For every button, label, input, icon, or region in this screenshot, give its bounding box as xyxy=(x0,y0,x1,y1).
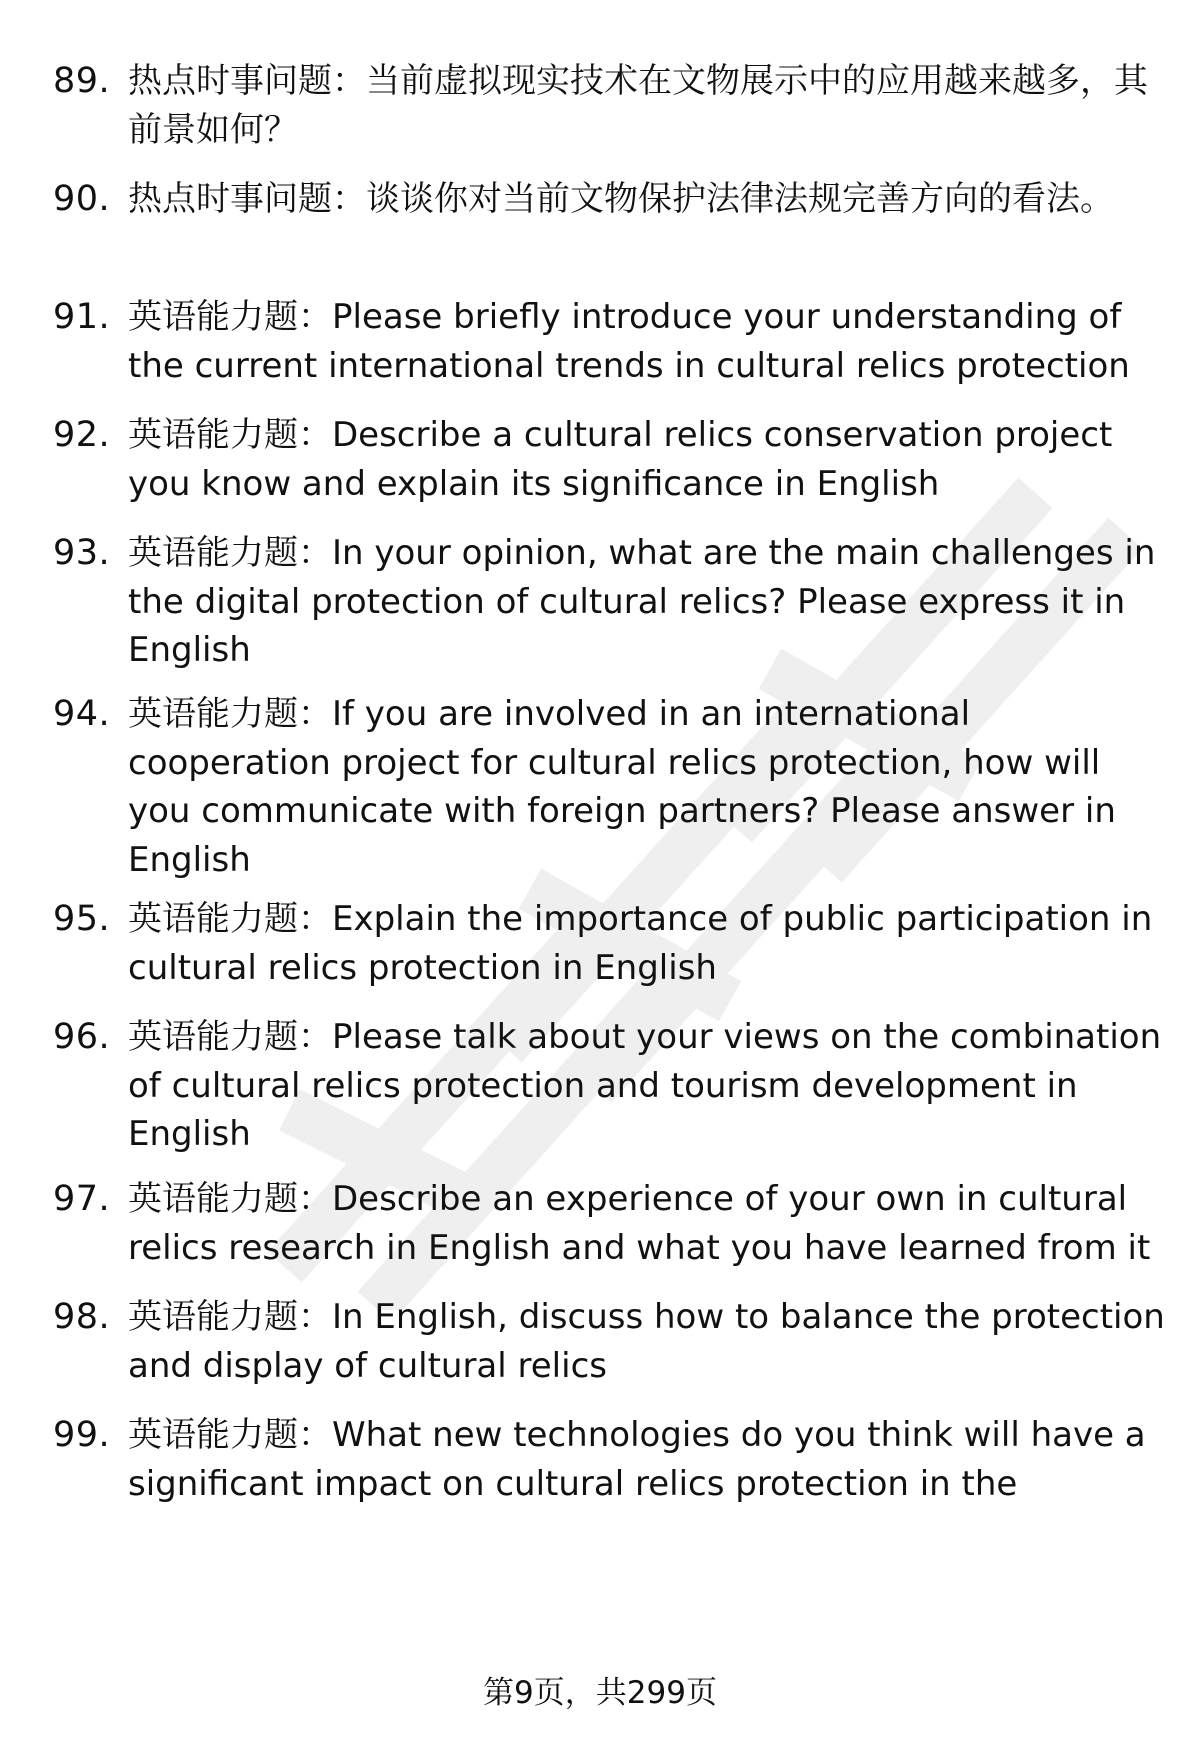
item-number: 92. xyxy=(53,415,111,455)
item-number: 89. xyxy=(53,61,111,101)
item-number: 91. xyxy=(53,297,111,337)
item-number: 90. xyxy=(53,179,111,219)
item-number: 97. xyxy=(53,1179,111,1219)
item-text: 英语能力题：Describe an experience of your own in cultural relics research in English and what you have learned from it xyxy=(128,1179,1151,1268)
item-text: 英语能力题：In English, discuss how to balance the protection and display of cultural relics xyxy=(128,1297,1165,1386)
item-number: 98. xyxy=(53,1297,111,1337)
item-number: 94. xyxy=(53,694,111,734)
item-text: 英语能力题：Please briefly introduce your understanding of the current international trends in cultural relics protection xyxy=(128,297,1130,386)
item-text: 英语能力题：Please talk about your views on the combination of cultural relics protection and tourism development in English xyxy=(128,1017,1162,1154)
item-text: 英语能力题：Explain the importance of public participation in cultural relics protection in English xyxy=(128,899,1153,988)
item-text: 热点时事问题：当前虚拟现实技术在文物展示中的应用越来越多，其前景如何？ xyxy=(128,61,1148,150)
item-text: 英语能力题：In your opinion, what are the main challenges in the digital protection of cultural relics? Please express it in English xyxy=(128,533,1156,670)
item-text: 英语能力题：If you are involved in an international cooperation project for cultural relics protection, how will you communicate with foreign partners? Please answer in English xyxy=(128,694,1116,880)
page-number-label: 第9页，共299页 xyxy=(483,1675,717,1711)
item-text: 热点时事问题：谈谈你对当前文物保护法律法规完善方向的看法。 xyxy=(128,179,1114,219)
item-text: 英语能力题：What new technologies do you think will have a significant impact on cultural relics protection in the xyxy=(128,1415,1146,1504)
item-number: 99. xyxy=(53,1415,111,1455)
item-number: 96. xyxy=(53,1017,111,1057)
item-number: 95. xyxy=(53,899,111,939)
item-text: 英语能力题：Describe a cultural relics conservation project you know and explain its significance in English xyxy=(128,415,1113,504)
item-number: 93. xyxy=(53,533,111,573)
